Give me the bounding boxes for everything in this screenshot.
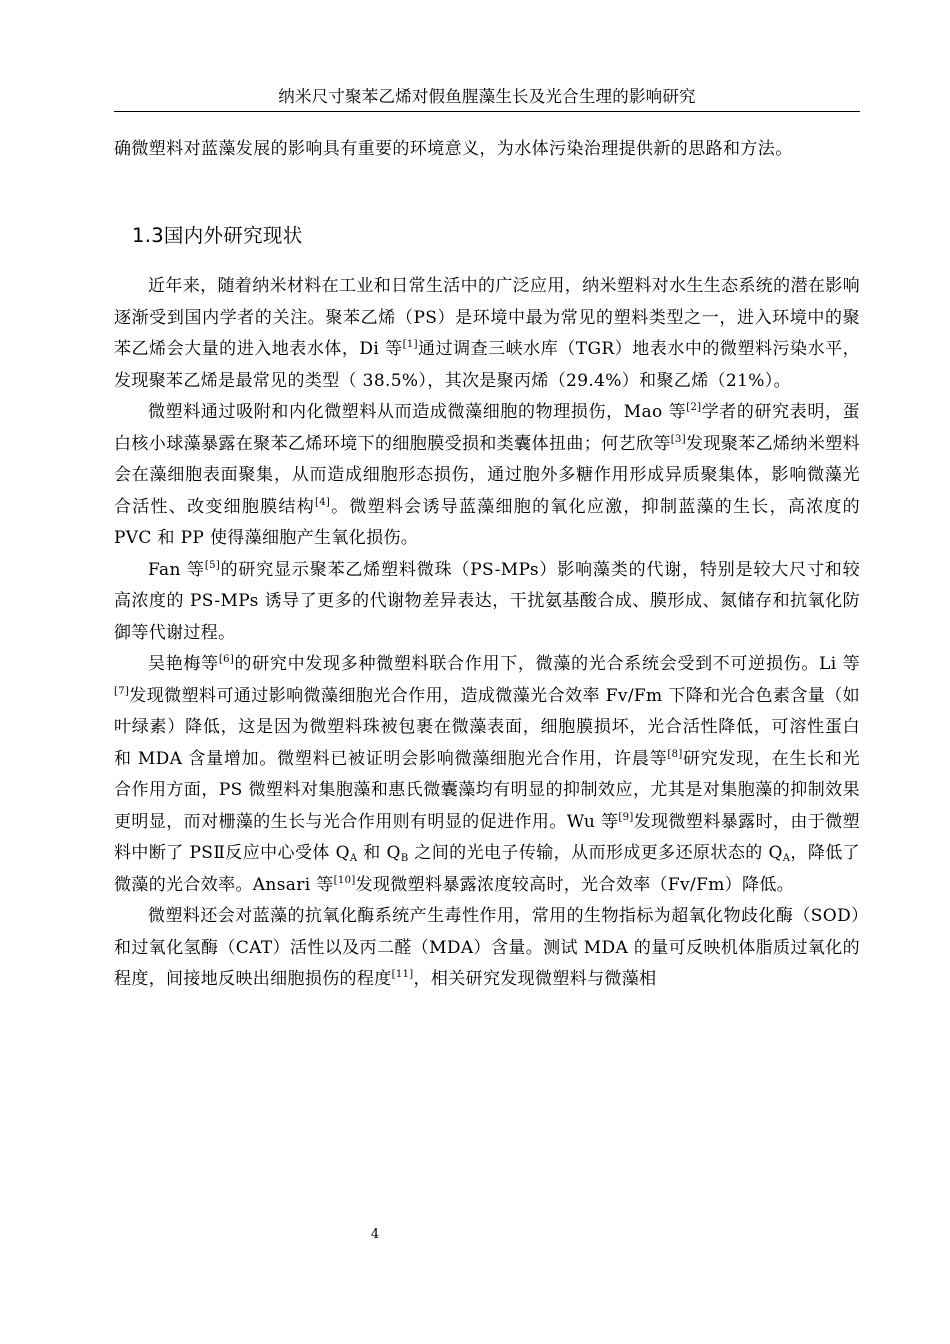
paragraph-text: 发现聚苯乙烯纳米塑料会在藻细胞表面聚集，从而造成细胞形态损伤，通过胞外多糖作用形成异质聚集体，影响微藻光合活性、改变细胞膜结构 — [114, 433, 860, 517]
paragraph-text: 吴艳梅等 — [148, 654, 219, 674]
paragraph-text: ，降低了微藻的光合效率。Ansari 等 — [114, 843, 861, 895]
paragraph-text: 之间的光电子传输，从而形成更多还原状态的 Q — [408, 843, 783, 863]
paragraph-text: 发现微塑料暴露时，由于微塑料中断了 PSⅡ反应中心受体 Q — [114, 811, 860, 863]
paragraph-text: 微塑料还会对蓝藻的抗氧化酶系统产生毒性作用，常用的生物指标为超氧化物歧化酶（SOD）和过氧化氢酶（CAT）活性以及丙二醛（MDA）含量。测试 MDA 的量可反映机体脂质过氧化的程度，间接地反映出细胞损伤的程度 — [114, 906, 860, 989]
citation-marker: [10] — [333, 874, 356, 886]
paragraph-text: 。微塑料会诱导蓝藻细胞的氧化应激，抑制蓝藻的生长，高浓度的 PVC 和 PP 使得藻细胞产生氧化损伤。 — [114, 496, 860, 548]
paragraph-text: Fan 等 — [148, 559, 205, 580]
running-header: 纳米尺寸聚苯乙烯对假鱼腥藻生长及光合生理的影响研究 — [278, 87, 696, 106]
paragraph-text: ，相关研究发现微塑料与微藻相 — [413, 969, 657, 989]
paragraph-text: 发现微塑料暴露浓度较高时，光合效率（Fv/Fm）降低。 — [355, 874, 795, 895]
body-text — [114, 271, 860, 996]
body-paragraph — [114, 555, 860, 650]
citation-marker: [1] — [402, 339, 418, 350]
body-paragraph — [114, 397, 860, 555]
paragraph-text: 近年来，随着纳米材料在工业和日常生活中的广泛应用，纳米塑料对水生生态系统的潜在影响逐渐受到国内学者的关注。聚苯乙烯（PS）是环境中最为常见的塑料类型之一，进入环境中的聚苯乙烯会大量的进入地表水体，Di 等 — [114, 276, 860, 359]
citation-marker: [11] — [391, 969, 414, 980]
citation-marker: [2] — [686, 402, 702, 413]
paragraph-text: 微塑料通过吸附和内化微塑料从而造成微藻细胞的物理损伤，Mao 等 — [148, 402, 687, 422]
subscript-text: B — [400, 853, 409, 864]
citation-marker: [7] — [114, 685, 130, 697]
paragraph-text: 学者的研究表明，蛋白核小球藻暴露在聚苯乙烯环境下的细胞膜受损和类囊体扭曲；何艺欣等 — [114, 402, 860, 454]
citation-marker: [4] — [314, 496, 331, 508]
body-paragraph — [114, 271, 860, 397]
subscript-text: A — [782, 853, 791, 864]
citation-marker: [6] — [218, 654, 235, 665]
body-paragraph — [114, 901, 860, 996]
subscript-text: A — [349, 853, 358, 864]
paragraph-text: 的研究显示聚苯乙烯塑料微珠（PS-MPs）影响藻类的代谢，特别是较大尺寸和较高浓度的 PS-MPs 诱导了更多的代谢物差异表达，干扰氨基酸合成、膜形成、氮储存和抗氧化防御等代谢过程。 — [114, 559, 860, 643]
paragraph-text: 和 Q — [357, 843, 401, 863]
citation-marker: [3] — [670, 433, 686, 445]
paragraph-text: 的研究中发现多种微塑料联合作用下，微藻的光合系统会受到不可逆损伤。Li 等 — [234, 654, 861, 674]
paragraph-text: 研究发现，在生长和光合作用方面，PS 微塑料对集胞藻和惠氏微囊藻均有明显的抑制效应，尤其是对集胞藻的抑制效果更明显，而对栅藻的生长与光合作用则有明显的促进作用。Wu 等 — [114, 748, 861, 832]
section-heading: 1.3国内外研究现状 — [132, 224, 303, 247]
citation-marker: [5] — [204, 559, 221, 571]
paragraph-text: 通过调查三峡水库（TGR）地表水中的微塑料污染水平，发现聚苯乙烯是最常见的类型（ 38.5%），其次是聚丙烯（29.4%）和聚乙烯（21%）。 — [114, 339, 860, 391]
citation-marker: [9] — [618, 811, 634, 823]
body-paragraph — [114, 649, 860, 901]
header-divider — [114, 111, 860, 112]
citation-marker: [8] — [667, 748, 683, 760]
continuation-line: 确微塑料对蓝藻发展的影响具有重要的环境意义，为水体污染治理提供新的思路和方法。 — [114, 139, 793, 159]
paragraph-text: 发现微塑料可通过影响微藻细胞光合作用，造成微藻光合效率 Fv/Fm 下降和光合色素含量（如叶绿素）降低，这是因为微塑料珠被包裹在微藻表面，细胞膜损坏，光合活性降低，可溶性蛋白和 MDA 含量增加。微塑料已被证明会影响微藻细胞光合作用，许晨等 — [114, 685, 860, 769]
page-number: 4 — [370, 1227, 380, 1242]
